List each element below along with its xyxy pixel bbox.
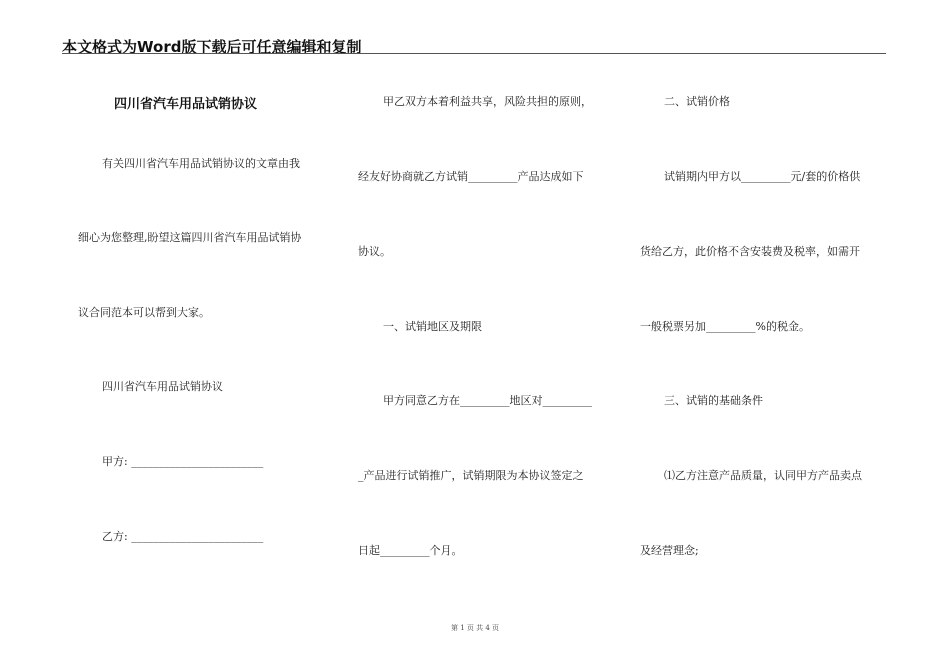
header-divider (62, 53, 886, 54)
paragraph-line: 四川省汽车用品试销协议 (102, 380, 223, 393)
page-header-banner: 本文格式为Word版下载后可任意编辑和复制 (62, 38, 362, 56)
document-title: 四川省汽车用品试销协议 (114, 97, 258, 112)
paragraph-line: 日起_________个月。 (358, 544, 463, 557)
paragraph-line: 协议。 (358, 245, 391, 258)
paragraph-line: 及经营理念; (640, 544, 699, 557)
paragraph-line: 甲方同意乙方在_________地区对_________ (383, 394, 592, 407)
paragraph-line: 甲乙双方本着利益共享，风险共担的原则， (383, 95, 592, 108)
paragraph-line: 细心为您整理,盼望这篇四川省汽车用品试销协 (78, 231, 302, 244)
paragraph-line: 议合同范本可以帮到大家。 (78, 306, 210, 319)
paragraph-line: ⑴乙方注意产品质量，认同甲方产品卖点 (664, 469, 862, 482)
party-a-line: 甲方: ________________________ (102, 455, 264, 468)
paragraph-line: 一般税票另加_________%的税金。 (640, 320, 810, 333)
page-number: 第 1 页 共 4 页 (450, 624, 500, 632)
party-b-line: 乙方: ________________________ (102, 530, 264, 543)
paragraph-line: 货给乙方，此价格不含安装费及税率，如需开 (640, 245, 860, 258)
paragraph-line: 经友好协商就乙方试销_________产品达成如下 (358, 170, 584, 183)
paragraph-line: _产品进行试销推广，试销期限为本协议签定之 (358, 469, 584, 482)
paragraph-line: 试销期内甲方以_________元/套的价格供 (664, 170, 861, 183)
paragraph-line: 有关四川省汽车用品试销协议的文章由我 (102, 157, 300, 170)
section-heading: 三、试销的基础条件 (664, 394, 763, 407)
section-heading: 二、试销价格 (664, 95, 730, 108)
section-heading: 一、试销地区及期限 (383, 320, 482, 333)
